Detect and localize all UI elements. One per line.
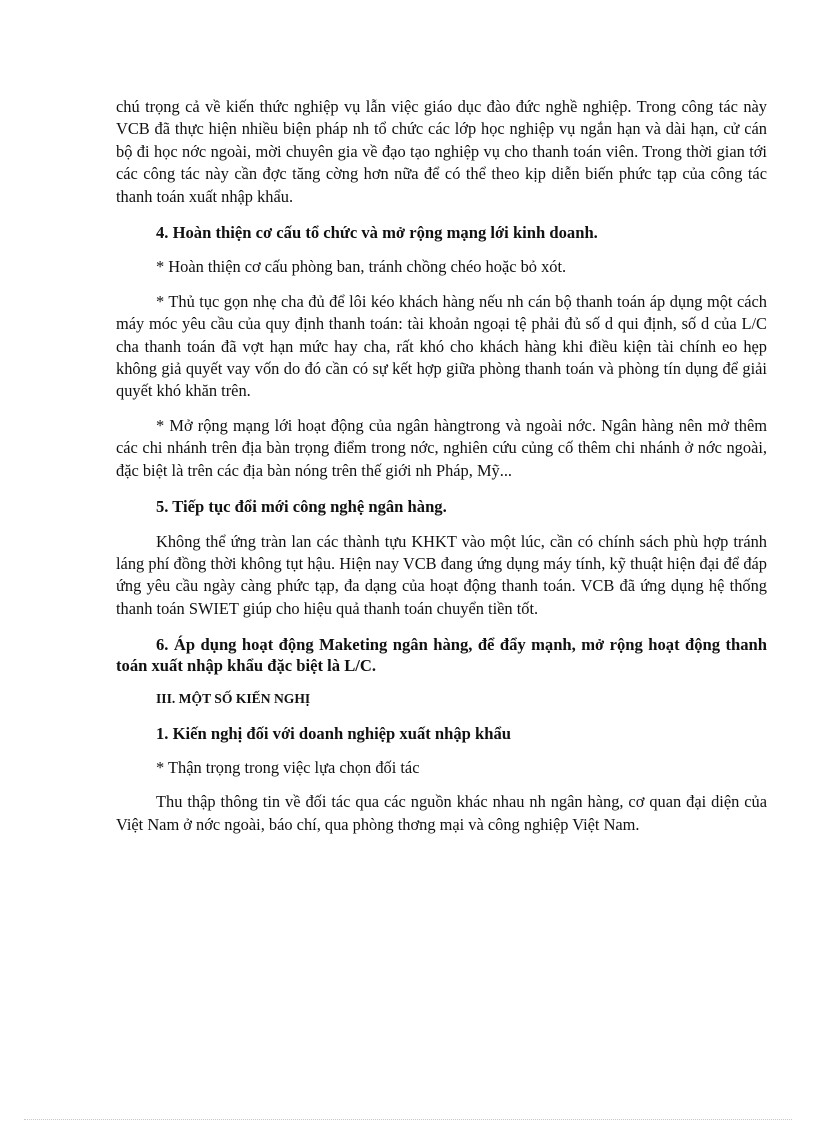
paragraph-partner-selection: * Thận trọng trong việc lựa chọn đối tác xyxy=(156,757,420,777)
paragraph-technology: Không thể ứng tràn lan các thành tựu KHKT vào một lúc, cần có chính sách phù hợp tránh láng phí đồng thời không tụt hậu. Hiện nay VCB đang ứng dụng máy tính, kỹ thuật hiện đại để đáp ứng yêu cầu ngày càng phức tạp, đa dạng của hoạt động thanh toán. VCB đã ứng dụng hệ thống thanh toán SWIET giúp cho hiệu quả thanh toán chuyển tiền tốt. xyxy=(116,531,767,618)
paragraph-procedures: * Thủ tục gọn nhẹ cha đủ để lôi kéo khách hàng nếu nh cán bộ thanh toán áp dụng một cách máy móc yêu cầu của quy định thanh toán: tài khoản ngoại tệ phải đủ số d qui định, số d của L/C cha thanh toán đã vợt hạn mức hay cha, rất khó cho khách hàng khi điều kiện tài chính eo hẹp không giả quyết vay vốn do đó cần có sự kết hợp giữa phòng thanh toán và phòng tín dụng để giải quyết khó khăn trên. xyxy=(116,291,767,401)
document-page xyxy=(116,96,767,836)
paragraph-department-structure: * Hoàn thiện cơ cấu phòng ban, tránh chồng chéo hoặc bỏ xót. xyxy=(156,257,567,277)
paragraph-information-gathering: Thu thập thông tin về đối tác qua các nguồn khác nhau nh ngân hàng, cơ quan đại diện của Việt Nam ở nớc ngoài, báo chí, qua phòng thơng mại và công nghiệp Việt Nam. xyxy=(116,792,767,834)
heading-recommendation-1: 1. Kiến nghị đối với doanh nghiệp xuất nhập khẩu xyxy=(156,723,512,743)
heading-section-iii: III. MỘT SỐ KIẾN NGHỊ xyxy=(156,691,311,707)
heading-section-5: 5. Tiếp tục đổi mới công nghệ ngân hàng. xyxy=(156,497,447,517)
paragraph-training: chú trọng cả về kiến thức nghiệp vụ lẫn việc giáo dục đào đức nghề nghiệp. Trong công tác này VCB đã thực hiện nhiều biện pháp nh tổ chức các lớp học nghiệp vụ ngắn hạn và dài hạn, cử cán bộ đi học nớc ngoài, mời chuyên gia về đạo tạo nghiệp vụ cho thanh toán viên. Trong thời gian tới các công tác này cần đợc tăng cờng hơn nữa để có thể theo kịp diễn biến phức tạp của công tác thanh toán xuất nhập khẩu. xyxy=(116,97,767,206)
heading-section-6: 6. Áp dụng hoạt động Maketing ngân hàng, để đẩy mạnh, mở rộng hoạt động thanh toán xuất nhập khẩu đặc biệt là L/C. xyxy=(116,635,767,676)
heading-section-4: 4. Hoàn thiện cơ cấu tổ chức và mở rộng mạng lới kinh doanh. xyxy=(156,223,598,243)
page-bottom-divider xyxy=(24,1119,792,1120)
paragraph-network-expansion: * Mở rộng mạng lới hoạt động của ngân hàngtrong và ngoài nớc. Ngân hàng nên mở thêm các chi nhánh trên địa bàn trọng điểm trong nớc, nghiên cứu củng cố thêm chi nhánh ở nớc ngoài, đặc biệt là trên các địa bàn nóng trên thế giới nh Pháp, Mỹ... xyxy=(116,415,767,480)
